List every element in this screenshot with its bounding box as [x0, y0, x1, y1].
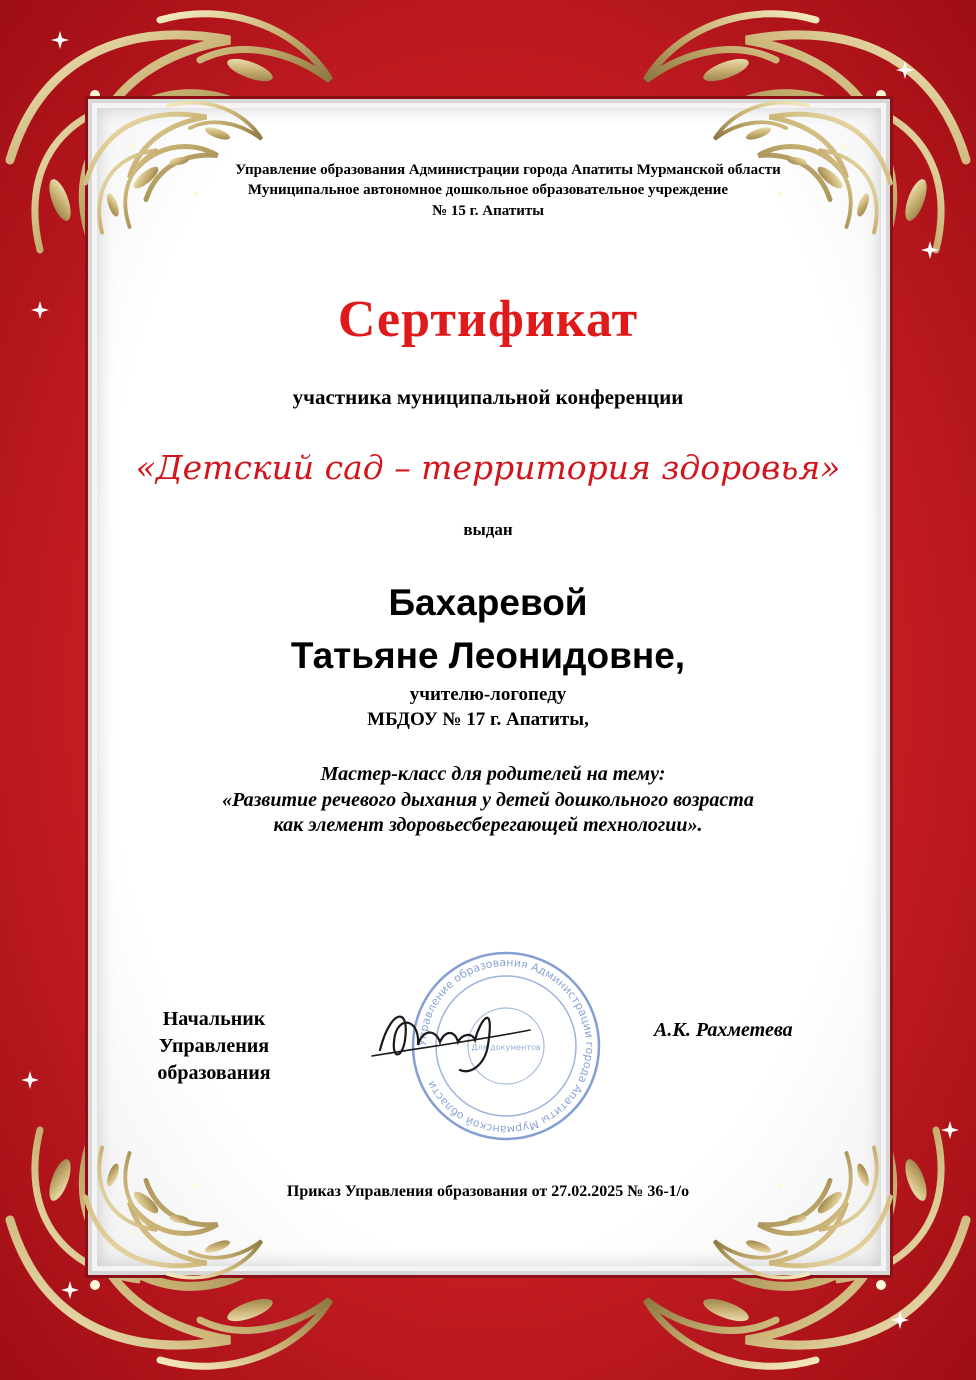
recipient-surname: Бахаревой: [388, 582, 588, 623]
signatory-name: А.К. Рахметева: [654, 1019, 793, 1041]
header-line-3: № 15 г. Апатиты: [432, 203, 544, 219]
handwritten-signature: [360, 990, 540, 1080]
certificate-title: Сертификат: [337, 291, 639, 348]
header-line-1: Управление образования Администрации города Апатиты Мурманской области: [235, 162, 781, 178]
recipient-position: учителю-логопеду: [409, 684, 567, 705]
signatory-title-line-2: Управления: [158, 1035, 270, 1057]
topic-line-2: «Развитие речевого дыхания у детей дошкольного возраста: [222, 789, 754, 811]
header-line-2: Муниципальное автономное дошкольное образовательное учреждение: [247, 182, 729, 198]
svg-text:Для документов: Для документов: [471, 1043, 541, 1052]
signatory-title-line-3: образования: [157, 1062, 271, 1084]
order-reference: Приказ Управления образования от 27.02.2025 № 36-1/о: [286, 1183, 690, 1200]
recipient-organization: МБДОУ № 17 г. Апатиты,: [367, 709, 589, 730]
topic-line-3: как элемент здоровьесберегающей технологии».: [273, 814, 703, 836]
recipient-name: Татьяне Леонидовне,: [290, 635, 686, 676]
topic-line-1: Мастер-класс для родителей на тему:: [320, 763, 666, 785]
certificate-subtitle: участника муниципальной конференции: [292, 385, 684, 409]
svg-text:Управление образования Админис: Управление образования Администрации города Апатиты Мурманской области: [415, 955, 597, 1137]
issued-label: выдан: [463, 520, 513, 539]
signatory-title: [128, 1006, 300, 1087]
signatory-title-line-1: Начальник: [162, 1008, 266, 1030]
conference-name: «Детский сад – территория здоровья»: [135, 448, 841, 487]
